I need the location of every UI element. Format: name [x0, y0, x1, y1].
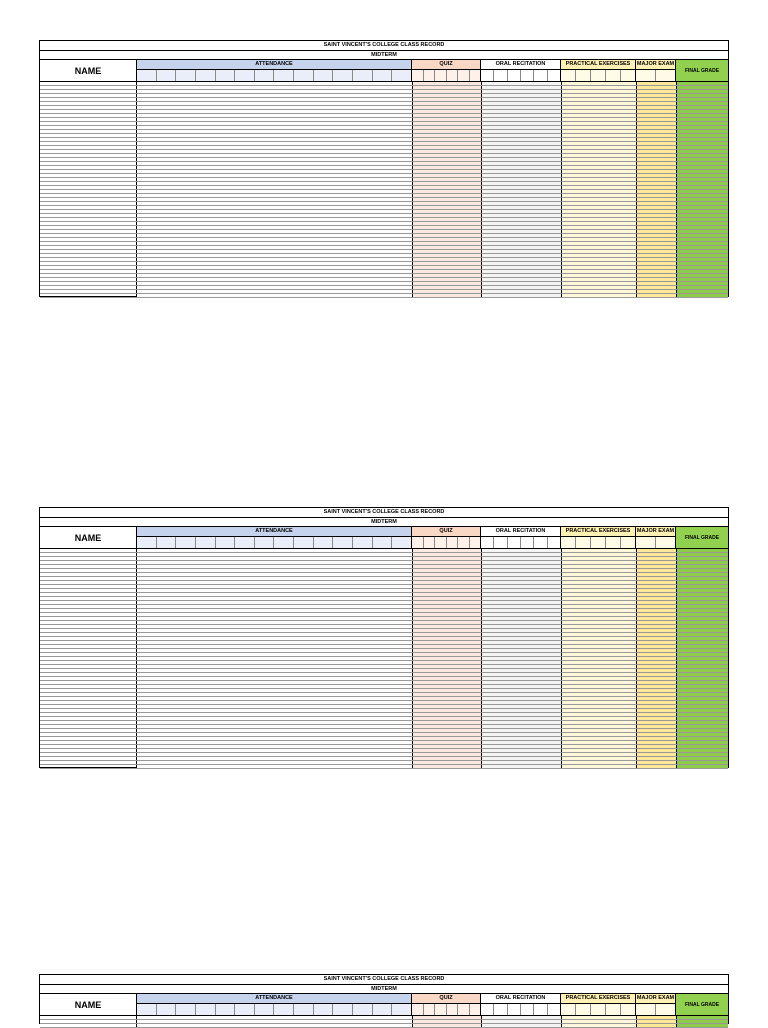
practical-exercises-group [561, 60, 636, 81]
quiz-subcolumns [412, 70, 480, 81]
major-exam-group [636, 527, 676, 548]
major-exam-subcolumns [636, 70, 675, 81]
class-record-sheet-1 [39, 40, 729, 297]
oral-recitation-group [481, 994, 561, 1015]
attendance-header: ATTENDANCE [137, 60, 411, 70]
name-column-header: NAME [40, 527, 137, 548]
attendance-group [137, 994, 412, 1015]
table-row [40, 294, 728, 298]
table-row [40, 765, 728, 769]
quiz-subcolumns [412, 1004, 480, 1015]
oral-subcolumns [481, 70, 560, 81]
major-exam-header: MAJOR EXAM [636, 527, 675, 537]
major-exam-subcolumns [636, 1004, 675, 1015]
attendance-header: ATTENDANCE [137, 527, 411, 537]
quiz-group [412, 994, 481, 1015]
practical-subcolumns [561, 537, 635, 548]
attendance-subcolumns [137, 537, 411, 548]
practical-subcolumns [561, 1004, 635, 1015]
sheet-title: SAINT VINCENT'S COLLEGE CLASS RECORD [40, 41, 728, 51]
quiz-header: QUIZ [412, 60, 480, 70]
major-exam-group [636, 994, 676, 1015]
practical-exercises-header: PRACTICAL EXERCISES [561, 60, 635, 70]
term-label: MIDTERM [40, 985, 728, 994]
final-grade-header: FINAL GRADE [676, 527, 728, 548]
oral-subcolumns [481, 537, 560, 548]
term-label: MIDTERM [40, 51, 728, 60]
table-row [40, 1024, 728, 1028]
oral-recitation-group [481, 60, 561, 81]
quiz-header: QUIZ [412, 994, 480, 1004]
term-label: MIDTERM [40, 518, 728, 527]
quiz-subcolumns [412, 537, 480, 548]
name-column-header: NAME [40, 994, 137, 1015]
final-grade-header: FINAL GRADE [676, 994, 728, 1015]
practical-exercises-header: PRACTICAL EXERCISES [561, 994, 635, 1004]
record-rows [40, 549, 728, 769]
quiz-header: QUIZ [412, 527, 480, 537]
major-exam-header: MAJOR EXAM [636, 60, 675, 70]
oral-recitation-header: ORAL RECITATION [481, 994, 560, 1004]
sheet-title: SAINT VINCENT'S COLLEGE CLASS RECORD [40, 975, 728, 985]
name-column-header: NAME [40, 60, 137, 81]
major-exam-subcolumns [636, 537, 675, 548]
major-exam-header: MAJOR EXAM [636, 994, 675, 1004]
quiz-group [412, 527, 481, 548]
column-header [40, 60, 728, 82]
record-rows [40, 82, 728, 298]
practical-exercises-header: PRACTICAL EXERCISES [561, 527, 635, 537]
attendance-subcolumns [137, 70, 411, 81]
column-header [40, 527, 728, 549]
oral-recitation-header: ORAL RECITATION [481, 60, 560, 70]
practical-exercises-group [561, 527, 636, 548]
attendance-group [137, 60, 412, 81]
attendance-header: ATTENDANCE [137, 994, 411, 1004]
column-header [40, 994, 728, 1016]
practical-exercises-group [561, 994, 636, 1015]
quiz-group [412, 60, 481, 81]
oral-recitation-header: ORAL RECITATION [481, 527, 560, 537]
class-record-sheet-3 [39, 974, 729, 1024]
practical-subcolumns [561, 70, 635, 81]
oral-recitation-group [481, 527, 561, 548]
final-grade-header: FINAL GRADE [676, 60, 728, 81]
sheet-title: SAINT VINCENT'S COLLEGE CLASS RECORD [40, 508, 728, 518]
attendance-group [137, 527, 412, 548]
class-record-sheet-2 [39, 507, 729, 768]
major-exam-group [636, 60, 676, 81]
record-rows [40, 1016, 728, 1028]
oral-subcolumns [481, 1004, 560, 1015]
attendance-subcolumns [137, 1004, 411, 1015]
